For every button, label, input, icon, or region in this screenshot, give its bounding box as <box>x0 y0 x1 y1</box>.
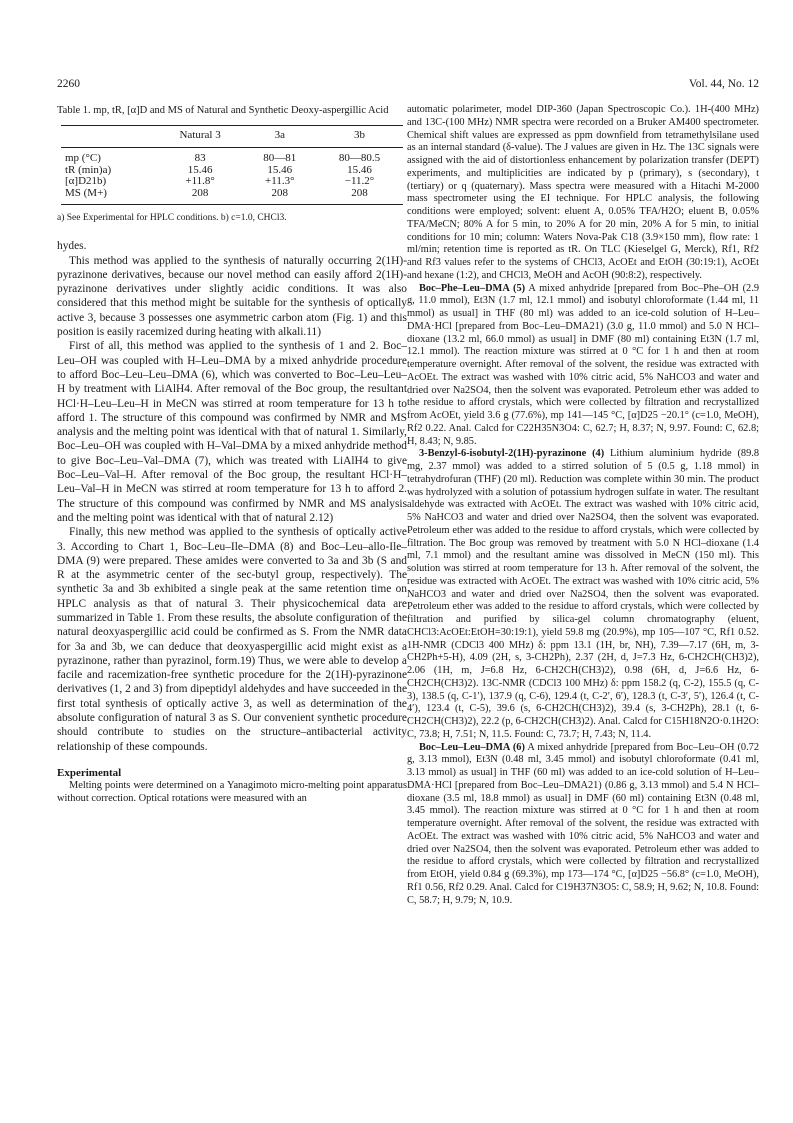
table-row <box>61 188 403 204</box>
paragraph-text: Lithium aluminium hydride (89.8 mg, 2.37 mmol) was added to a stirred solution of 5 (0.5 g, 1.18 mmol) in tetrahydrofuran (THF) (20 ml). Reduction was complete within 30 min. The product was hydrolyzed with a solution of potassium hydrogen sulfate in water. The resultant aldehyde was extracted with AcOEt. The extract was washed with 10% citric acid, 5% NaHCO3 and water and dried over Na2SO4, then the solvent was evaporated. Petroleum ether was added to the residue to afford crystals, which were collected by filtration. The Boc group was removed by treatment with 5.0 N HCl–dioxane (1.4 ml, 7.1 mmol) and the resultant amine was dissolved in MeCN (150 ml). This solution was stirred at room temperature for 13 h. After removal of the solvent, the residue was extracted with AcOEt. The extract was washed with 10% citric acid, 5% NaHCO3 and water and dried over Na2SO4, then the solvent was evaporated. Petroleum ether was added to the residue to afford crystals, which were collected by filtration and purified by silica-gel column chromatography (eluent, CHCl3:AcOEt:EtOH=30:19:1), yield 59.8 mg (20.9%), mp 105—107 °C, Rf1 0.52. 1H-NMR (CDCl3 400 MHz) δ: ppm 13.1 (1H, br, NH), 7.39—7.17 (6H, m, 3-CH2Ph+5-H), 4.09 (2H, s, 3-CH2Ph), 2.37 (2H, d, J=7.3 Hz, 6-CH2CH(CH3)2), 2.06 (1H, m, J=6.8 Hz, 6-CH2CH(CH3)2), 0.98 (6H, d, J=6.6 Hz, 6-CH2CH(CH3)2). 13C-NMR (CDCl3 100 MHz) δ: ppm 158.2 (q, C-2), 155.5 (q, C-3), 138.5 (q, C-1′), 137.9 (q, C-6), 129.4 (t, C-2′, 6′), 128.3 (t, C-3′, 5′), 126.4 (t, C-4′), 123.4 (t, C-5), 39.6 (s, 6-CH2CH(CH3)2), 39.4 (s, 3-CH2Ph), 28.1 (t, 6-CH2CH(CH3)2), 22.2 (p, 6-CH2CH(CH3)2). Anal. Calcd for C15H18N2O·0.1H2O: C, 73.8; H, 7.51; N, 11.5. Found: C, 73.7; H, 7.43; N, 11.4. <box>407 448 760 740</box>
table-header-blank <box>61 126 157 148</box>
section-heading: Experimental <box>57 766 122 779</box>
table-cell: 83 <box>194 151 206 164</box>
experimental-text: Melting points were determined on a Yanagimoto micro-melting point apparatus without correction. Optical rotations were measured with an <box>57 780 407 805</box>
row-label: [α]D21b) <box>65 175 107 188</box>
data-table <box>61 125 403 205</box>
body-paragraph: hydes. <box>57 240 87 253</box>
table-caption: Table 1. mp, tR, [α]D and MS of Natural and Synthetic Deoxy-aspergillic Acid <box>57 105 389 116</box>
right-column <box>407 104 759 907</box>
paragraph-text: automatic polarimeter, model DIP-360 (Japan Spectroscopic Co.). 1H-(400 MHz) and 13C-(100 MHz) NMR spectra were recorded on a Bruker AM400 spectrometer. Chemical shift values are expressed as ppm downfield from tetramethylsilane used as an internal standard (δ-value). The J values are given in Hz. The 13C signals were assigned with the aid of distortionless enhancement by polarization transfer (DEPT) experiments, and multiplicities are indicated by p (primary), s (secondary), t (tertiary) or q (quaternary). Mass spectra were measured with a Hitachi M-2000 mass spectrometer using the EI technique. For HPLC analysis, the following conditions were employed; solvent: eluent A, 0.05% TFA/H2O; eluent B, 0.05% TFA/MeCN; 80% A for 5 min, to 20% A for 20 min, 20% A for 5 min, to initial conditions for 10 min; column: Waters Nova-Pak C18 (3.9×150 mm), flow rate: 1 ml/min; retention time is reported as tR. On TLC (Kieselgel G, Merck), Rf1, Rf2 and Rf3 values refer to the systems of CHCl3, AcOEt and EtOH (30:19:1), AcOEt and hexane (1:2), and CHCl3, MeOH and AcOH (90:8:2), respectively. <box>407 104 759 281</box>
table-cell: +11.3° <box>265 175 295 188</box>
table-row <box>61 147 403 164</box>
table-cell: +11.8° <box>185 175 215 188</box>
row-label: mp (°C) <box>65 151 101 164</box>
paragraph-text: A mixed anhydride [prepared from Boc–Leu–OH (0.72 g, 3.13 mmol), Et3N (0.48 ml, 3.45 mmol) and isobutyl chloroformate (0.41 ml, 3.13 mmol) as usual] in THF (60 ml) was added to an ice-cold solution of H–Leu–DMA·HCl [prepared from Boc–Leu–DMA21) (0.86 g, 3.13 mmol) and 5.4 N HCl–dioxane (3.5 ml, 18.8 mmol) as usual] in DMF (60 ml) containing Et3N (0.48 ml, 3.45 mmol). The reaction mixture was stirred at 0 °C for 1 h and then at room temperature overnight. After removal of the solvent, the residue was extracted with AcOEt. The extract was washed with 10% citric acid, 5% NaHCO3 and water and dried over Na2SO4, then the solvent was evaporated. Petroleum ether was added to the residue to afford crystals, which were collected by filtration and recrystallized from EtOH, yield 0.84 g (69.3%), mp 173—174 °C, [α]D25 −56.8° (c=1.0, MeOH), Rf1 0.56, Rf2 0.29. Anal. Calcd for C19H37N3O5: C, 58.9; H, 9.62; N, 10.8. Found: C, 58.7; H, 9.79; N, 10.9. <box>407 741 759 906</box>
body-paragraph: Finally, this new method was applied to the synthesis of optically active 3. According to Chart 1, Boc–Leu–Ile–DMA (8) and Boc–Leu–allo-Ile–DMA (9) were prepared. These amides were converted to 3a and 3b (S and R at the asymmetric center of the sec-butyl group, respectively). The synthetic 3a and 3b exhibited a single peak at the same retention time on HPLC analysis as that of natural 3. Their physicochemical data are summarized in Table 1. From these results, the absolute configuration of the natural deoxyaspergillic acid could be confirmed as S. From the NMR data for 3a and 3b, we can deduce that deoxyaspergillic acid might exist as a pyrazinone, rather than pyrazinol, form.19) Thus, we were able to develop a facile and racemization-free synthetic procedure for the 2(1H)-pyrazinone derivatives (1, 2 and 3) from dipeptidyl aldehydes and have succeeded in the first total synthesis of optically active 3, as well as determination of the absolute configuration of natural 3 as S. Our convenient synthetic procedure should contribute to studies on the structure–antibacterial activity relationship of these compounds. <box>57 526 407 753</box>
left-column <box>57 104 407 806</box>
table-header-cell: 3b <box>316 126 403 148</box>
body-paragraph: First of all, this method was applied to the synthesis of 1 and 2. Boc–Leu–OH was coupled with H–Leu–DMA by a mixed anhydride procedure to afford Boc–Leu–Leu–DMA (6), which was converted to Boc–Leu–Leu–H by treatment with LiAlH4. After removal of the Boc group, the resultant HCl·H–Leu–Leu–H in MeCN was stirred at room temperature for 13 h to afford 1. The structure of this compound was confirmed by NMR and MS analysis and the melting point was identical with that of natural 1. Similarly, Boc–Leu–OH was coupled with H–Val–DMA by a mixed anhydride method to give Boc–Leu–Val–DMA (7), which was treated with LiAlH4 to give Boc–Leu–Val–H. After removal of the Boc group, the resultant HCl·H–Leu–Val–H in MeCN was stirred at room temperature for 13 h to afford 2. The structure of this compound was confirmed by NMR and MS analysis and the melting point was identical with that of natural 2.12) <box>57 340 407 524</box>
experimental-paragraph <box>407 742 759 908</box>
table-header-cell: Natural 3 <box>157 126 244 148</box>
compound-title: Boc–Phe–Leu–DMA (5) <box>419 282 526 294</box>
table-cell: 208 <box>271 187 289 200</box>
table-cell: −11.2° <box>344 175 375 188</box>
table-cell: 15.46 <box>347 163 372 176</box>
table-cell: 80—80.5 <box>338 151 381 164</box>
table-header-cell: 3a <box>244 126 316 148</box>
table-cell: 15.46 <box>187 163 213 176</box>
row-label: tR (min)a) <box>65 163 112 176</box>
row-label: MS (M+) <box>65 187 107 200</box>
table-cell: 208 <box>351 187 368 200</box>
table-cell: 80—81 <box>263 151 297 164</box>
body-paragraph: This method was applied to the synthesis of naturally occurring 2(1H)-pyrazinone derivatives, because our novel method can easily afford 2(1H)-pyrazinone derivatives under slightly acidic conditions. It was also considered that this method might be suitable for the synthesis of optically active 3, because 3 possesses one asymmetric carbon atom (Fig. 1) and this position is easily racemized during heating with alkali.11) <box>57 254 407 339</box>
page-number: 2260 <box>57 78 80 90</box>
table-cell: 15.46 <box>267 163 293 176</box>
experimental-paragraph <box>407 104 759 283</box>
compound-title: Boc–Leu–Leu–DMA (6) <box>419 741 525 753</box>
journal-volume: Vol. 44, No. 12 <box>688 78 759 90</box>
paragraph-text: A mixed anhydride [prepared from Boc–Phe–OH (2.9 g, 11.0 mmol), Et3N (1.7 ml, 12.1 mmol) and isobutyl chloroformate (1.44 ml, 11 mmol) as usual] in THF (80 ml) was added to an ice-cold solution of H–Leu–DMA·HCl [prepared from Boc–Leu–DMA21) (3.0 g, 11.0 mmol) and 5.0 N HCl–dioxane (13.2 ml, 66.0 mmol) as usual] in DMF (80 ml) containing Et3N (1.7 ml, 12.1 mmol). The reaction mixture was stirred at 0 °C for 1 h and then at room temperature overnight. After removal of the solvent, the residue was extracted with AcOEt. The extract was washed with 10% citric acid, 5% NaHCO3 and water and dried over Na2SO4, then the solvent was evaporated. Petroleum ether was added to the residue to afford crystals, which were collected by filtration and recrystallized from AcOEt, yield 3.6 g (77.6%), mp 141—145 °C, [α]D25 −20.1° (c=1.0, MeOH), Rf2 0.22. Anal. Calcd for C22H35N3O4: C, 62.7; H, 8.37; N, 9.97. Found: C, 62.8; H, 8.43; N, 9.85. <box>407 282 759 447</box>
experimental-paragraph <box>407 283 759 449</box>
table-cell: 208 <box>191 187 209 200</box>
compound-title: 3-Benzyl-6-isobutyl-2(1H)-pyrazinone (4) <box>419 448 605 460</box>
experimental-paragraph <box>407 448 759 741</box>
table-footnote: a) See Experimental for HPLC conditions. b) c=1.0, CHCl3. <box>57 212 287 223</box>
